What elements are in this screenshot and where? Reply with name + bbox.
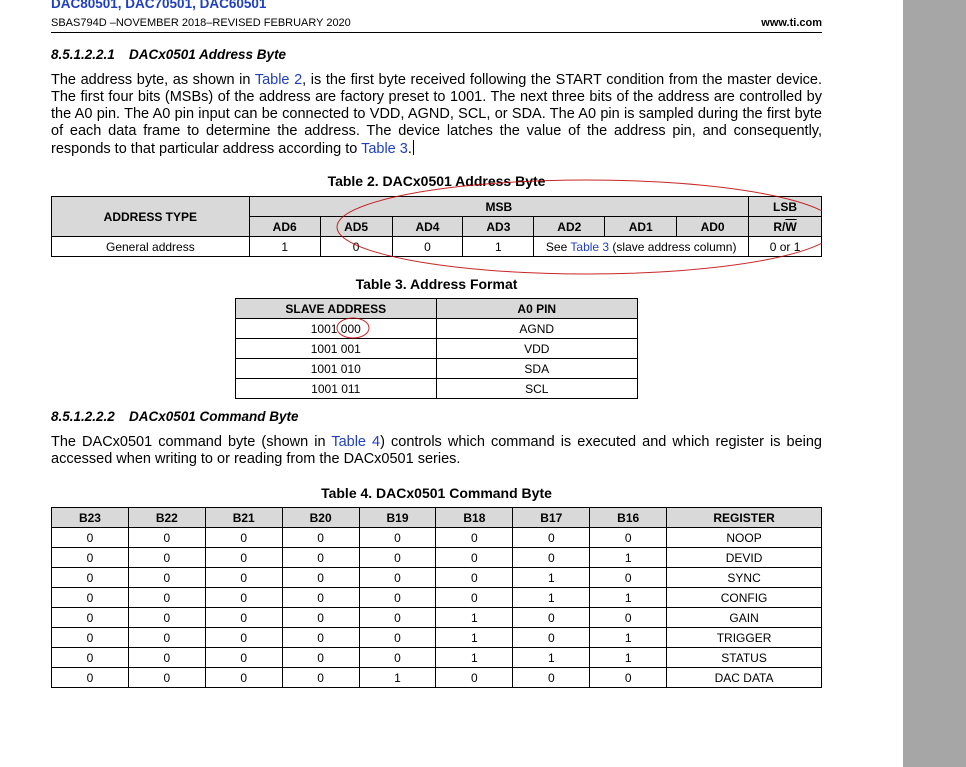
cell-bit: 0 [359, 588, 436, 608]
cell-slave-address [236, 359, 437, 379]
section-title: DACx0501 Command Byte [129, 409, 299, 424]
table-row [52, 568, 822, 588]
address-byte-paragraph [51, 72, 822, 158]
table-row [52, 588, 822, 608]
address-prefix: 1001 [310, 341, 341, 356]
cell-bit: 0 [52, 668, 129, 688]
cell-bit: 0 [52, 568, 129, 588]
section-number: 8.5.1.2.2.1 [51, 47, 115, 62]
cell-bit: 0 [282, 528, 359, 548]
header-ad4: AD4 [392, 217, 463, 237]
cell-bit: 0 [359, 648, 436, 668]
cell-ad3: 1 [463, 237, 534, 257]
table-3-title: Table 3. Address Format [355, 276, 518, 292]
cell-bit: 1 [436, 648, 513, 668]
command-byte-paragraph [51, 434, 822, 468]
paragraph-text: The address byte, as shown in [51, 72, 255, 88]
cell-bit: 0 [282, 648, 359, 668]
cell-bit: 0 [513, 628, 590, 648]
cell-bit: 1 [513, 648, 590, 668]
paragraph-text: The DACx0501 command byte (shown in [51, 434, 332, 450]
header-register: REGISTER [667, 508, 822, 528]
header-b19: B19 [359, 508, 436, 528]
table-row [236, 359, 638, 379]
cell-bit: 0 [513, 608, 590, 628]
cell-bit: 0 [436, 528, 513, 548]
cell-bit: 1 [590, 548, 667, 568]
document-id: SBAS794D –NOVEMBER 2018–REVISED FEBRUARY 2020 [51, 17, 351, 29]
cell-bit: 0 [282, 548, 359, 568]
cell-bit: 0 [128, 548, 205, 568]
cell-register: DAC DATA [667, 668, 822, 688]
cell-bit: 0 [590, 568, 667, 588]
cell-register: STATUS [667, 648, 822, 668]
cell-bit: 0 [52, 528, 129, 548]
cell-bit: 0 [282, 608, 359, 628]
table-row [236, 379, 638, 399]
cell-bit: 0 [436, 568, 513, 588]
table-row [52, 548, 822, 568]
cell-register: DEVID [667, 548, 822, 568]
link-table-3[interactable]: Table 3 [570, 239, 610, 254]
cell-text: See [545, 239, 571, 254]
address-prefix: 1001 [311, 381, 342, 396]
cell-bit: 0 [282, 628, 359, 648]
cell-bit: 0 [282, 668, 359, 688]
header-address-type: ADDRESS TYPE [52, 197, 250, 237]
cell-bit: 1 [436, 608, 513, 628]
cell-a0-pin: VDD [436, 339, 637, 359]
cell-register: CONFIG [667, 588, 822, 608]
table-row [52, 237, 822, 257]
address-suffix: 010 [340, 361, 361, 376]
cell-slave-address [236, 379, 437, 399]
cell-bit: 0 [513, 668, 590, 688]
table-2-title: Table 2. DACx0501 Address Byte [327, 173, 546, 189]
cell-bit: 0 [282, 568, 359, 588]
command-byte-table [51, 507, 822, 688]
cell-bit: 1 [590, 588, 667, 608]
cell-bit: 0 [128, 608, 205, 628]
cell-bit: 0 [590, 528, 667, 548]
cell-bit: 1 [436, 628, 513, 648]
cell-bit: 0 [359, 628, 436, 648]
cell-address-type: General address [52, 237, 250, 257]
cell-bit: 0 [52, 648, 129, 668]
cell-a0-pin: SDA [436, 359, 637, 379]
section-number: 8.5.1.2.2.2 [51, 409, 115, 424]
section-heading-command-byte [51, 409, 299, 424]
table-row [52, 648, 822, 668]
cell-bit: 0 [128, 628, 205, 648]
header-b16: B16 [590, 508, 667, 528]
address-suffix: 011 [341, 381, 361, 396]
cell-bit: 1 [590, 628, 667, 648]
cell-bit: 0 [205, 648, 282, 668]
table-row [52, 528, 822, 548]
header-ad2: AD2 [534, 217, 605, 237]
header-ad6: AD6 [249, 217, 320, 237]
cell-bit: 0 [205, 568, 282, 588]
cell-bit: 0 [590, 608, 667, 628]
scrollbar[interactable] [903, 0, 966, 767]
cell-bit: 0 [205, 528, 282, 548]
table-header-row [52, 508, 822, 528]
cell-bit: 1 [590, 648, 667, 668]
cell-bit: 0 [436, 588, 513, 608]
address-prefix: 1001 [310, 321, 341, 336]
cell-slave-address [236, 319, 437, 339]
header-rule [51, 32, 822, 33]
cell-slave-address [236, 339, 437, 359]
cell-bit: 0 [205, 588, 282, 608]
cell-bit: 0 [205, 628, 282, 648]
paragraph-text: , is the first byte received following the START condition from the master device. The first four bits (MSBs) of the address are factory preset to 1001. The next three bits of the address are controlled by the A0 pin. The A0 pin input can be connected to VDD, AGND, SCL, or SDA. The A0 pin is sampled during the first byte of each data frame to determine the address. The device latches the value of the address pin, and consequently, responds to that particular address according to [51, 72, 823, 157]
cell-bit: 0 [205, 608, 282, 628]
text-cursor [413, 140, 414, 155]
table-row [52, 608, 822, 628]
cell-ad6: 1 [249, 237, 320, 257]
table-row [52, 628, 822, 648]
link-table-4[interactable]: Table 4 [331, 434, 381, 450]
cell-ad5: 0 [320, 237, 392, 257]
header-ad5: AD5 [320, 217, 392, 237]
address-byte-table [51, 196, 822, 257]
table-4-title: Table 4. DACx0501 Command Byte [321, 485, 552, 501]
address-format-table [235, 298, 638, 399]
header-b23: B23 [52, 508, 129, 528]
cell-bit: 1 [513, 588, 590, 608]
cell-bit: 0 [52, 588, 129, 608]
header-b17: B17 [513, 508, 590, 528]
cell-bit: 0 [52, 628, 129, 648]
paragraph-text: ) controls which command is executed and which register is being accessed when writing to or reading from the DACx0501 series. [51, 434, 822, 467]
site-url[interactable]: www.ti.com [761, 17, 822, 29]
cell-bit: 0 [436, 548, 513, 568]
header-ad0: AD0 [677, 217, 749, 237]
cell-bit: 0 [513, 548, 590, 568]
cell-bit: 0 [205, 668, 282, 688]
cell-register: NOOP [667, 528, 822, 548]
cell-bit: 0 [128, 528, 205, 548]
header-b22: B22 [128, 508, 205, 528]
cell-bit: 0 [52, 608, 129, 628]
cell-ad2-ad0 [534, 237, 749, 257]
table-row [236, 319, 638, 339]
cell-ad4: 0 [392, 237, 463, 257]
cell-register: TRIGGER [667, 628, 822, 648]
table-row [52, 668, 822, 688]
header-b20: B20 [282, 508, 359, 528]
header-ad3: AD3 [463, 217, 534, 237]
table-row [236, 339, 638, 359]
cell-a0-pin: SCL [436, 379, 637, 399]
cell-bit: 0 [436, 668, 513, 688]
header-b18: B18 [436, 508, 513, 528]
cell-bit: 0 [128, 568, 205, 588]
link-table-2[interactable]: Table 2 [254, 72, 303, 88]
cell-bit: 0 [359, 548, 436, 568]
paragraph-text: . [407, 141, 412, 157]
cell-bit: 1 [359, 668, 436, 688]
section-heading-address-byte [51, 47, 286, 62]
cell-register: GAIN [667, 608, 822, 628]
cell-bit: 0 [359, 608, 436, 628]
link-table-3[interactable]: Table 3 [361, 141, 408, 157]
header-ad1: AD1 [605, 217, 677, 237]
cell-bit: 0 [128, 668, 205, 688]
header-rw: $R/\overline{W}$ [749, 217, 822, 237]
cell-bit: 0 [513, 528, 590, 548]
cell-a0-pin: AGND [436, 319, 637, 339]
header-msb: MSB [249, 197, 748, 217]
cell-bit: 0 [359, 568, 436, 588]
address-suffix: 001 [340, 341, 361, 356]
cell-bit: 0 [590, 668, 667, 688]
header-lsb: LSB [749, 197, 822, 217]
header-a0-pin: A0 PIN [436, 299, 637, 319]
cell-text: (slave address column) [609, 239, 737, 254]
cell-rw: 0 or 1 [749, 237, 822, 257]
section-title: DACx0501 Address Byte [129, 47, 287, 62]
header-slave-address: SLAVE ADDRESS [236, 299, 437, 319]
cell-bit: 0 [282, 588, 359, 608]
cell-bit: 0 [359, 528, 436, 548]
cell-register: SYNC [667, 568, 822, 588]
address-suffix: 000 [340, 321, 361, 336]
address-prefix: 1001 [310, 361, 341, 376]
cell-bit: 0 [205, 548, 282, 568]
cell-bit: 0 [128, 648, 205, 668]
cell-bit: 0 [128, 588, 205, 608]
header-b21: B21 [205, 508, 282, 528]
cell-bit: 0 [52, 548, 129, 568]
document-title: DAC80501, DAC70501, DAC60501 [51, 0, 267, 11]
cell-bit: 1 [513, 568, 590, 588]
